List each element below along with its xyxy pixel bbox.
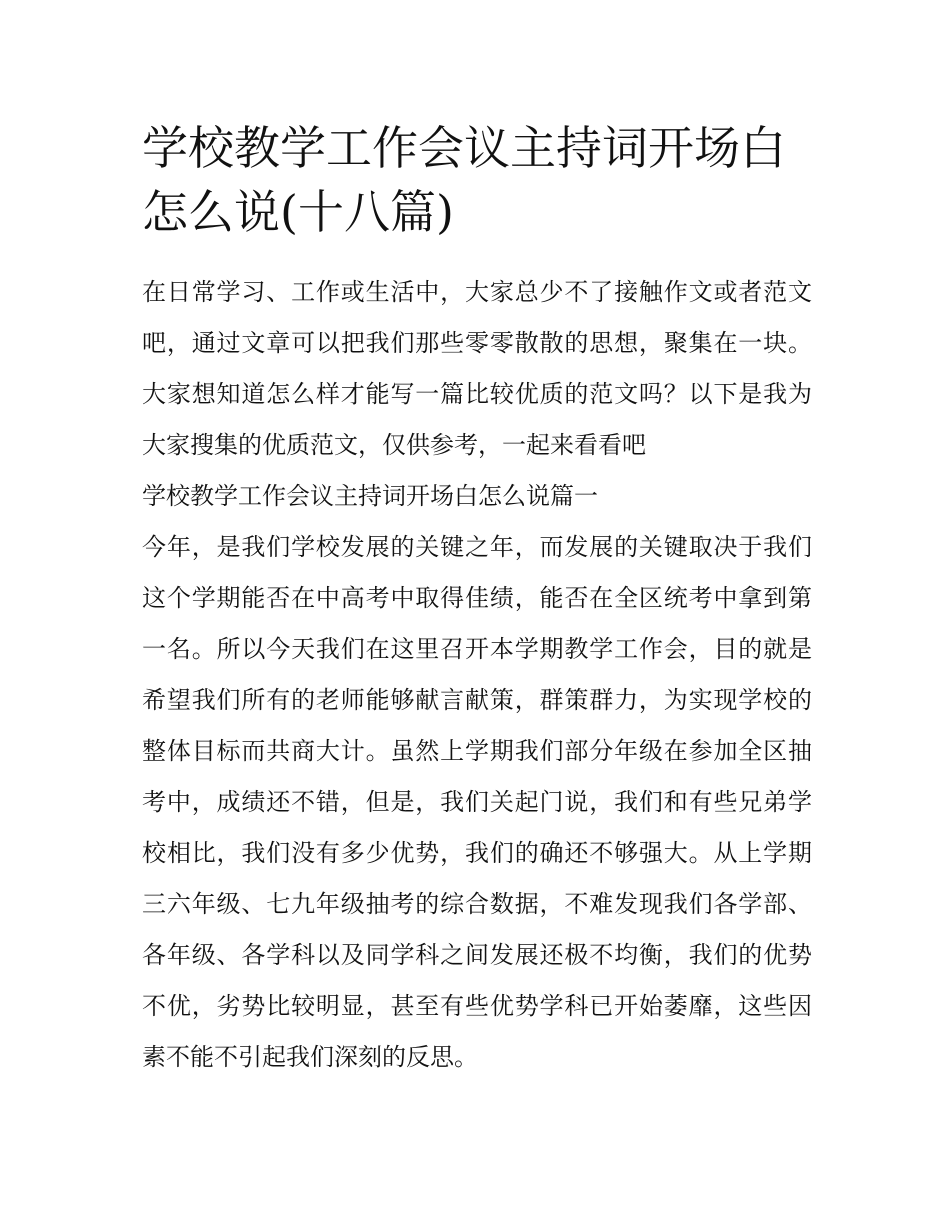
document-content [142,116,812,1083]
document-title: 学校教学工作会议主持词开场白怎么说(十八篇) [142,121,786,239]
intro-paragraph: 在日常学习、工作或生活中，大家总少不了接触作文或者范文吧，通过文章可以把我们那些零零散散的思想，聚集在一块。大家想知道怎么样才能写一篇比较优质的范文吗？以下是我为大家搜集的优质范文，仅供参考，一起来看看吧 [142,278,812,459]
section-heading: 学校教学工作会议主持词开场白怎么说篇一 [142,482,598,510]
body-paragraph: 今年，是我们学校发展的关键之年，而发展的关键取决于我们这个学期能否在中高考中取得佳绩，能否在全区统考中拿到第一名。所以今天我们在这里召开本学期教学工作会，目的就是希望我们所有的老师能够献言献策，群策群力，为实现学校的整体目标而共商大计。虽然上学期我们部分年级在参加全区抽考中，成绩还不错，但是，我们关起门说，我们和有些兄弟学校相比，我们没有多少优势，我们的确还不够强大。从上学期三六年级、七九年级抽考的综合数据，不难发现我们各学部、各年级、各学科以及同学科之间发展还极不均衡，我们的优势不优，劣势比较明显，甚至有些优势学科已开始萎靡，这些因素不能不引起我们深刻的反思。 [142,533,812,1071]
